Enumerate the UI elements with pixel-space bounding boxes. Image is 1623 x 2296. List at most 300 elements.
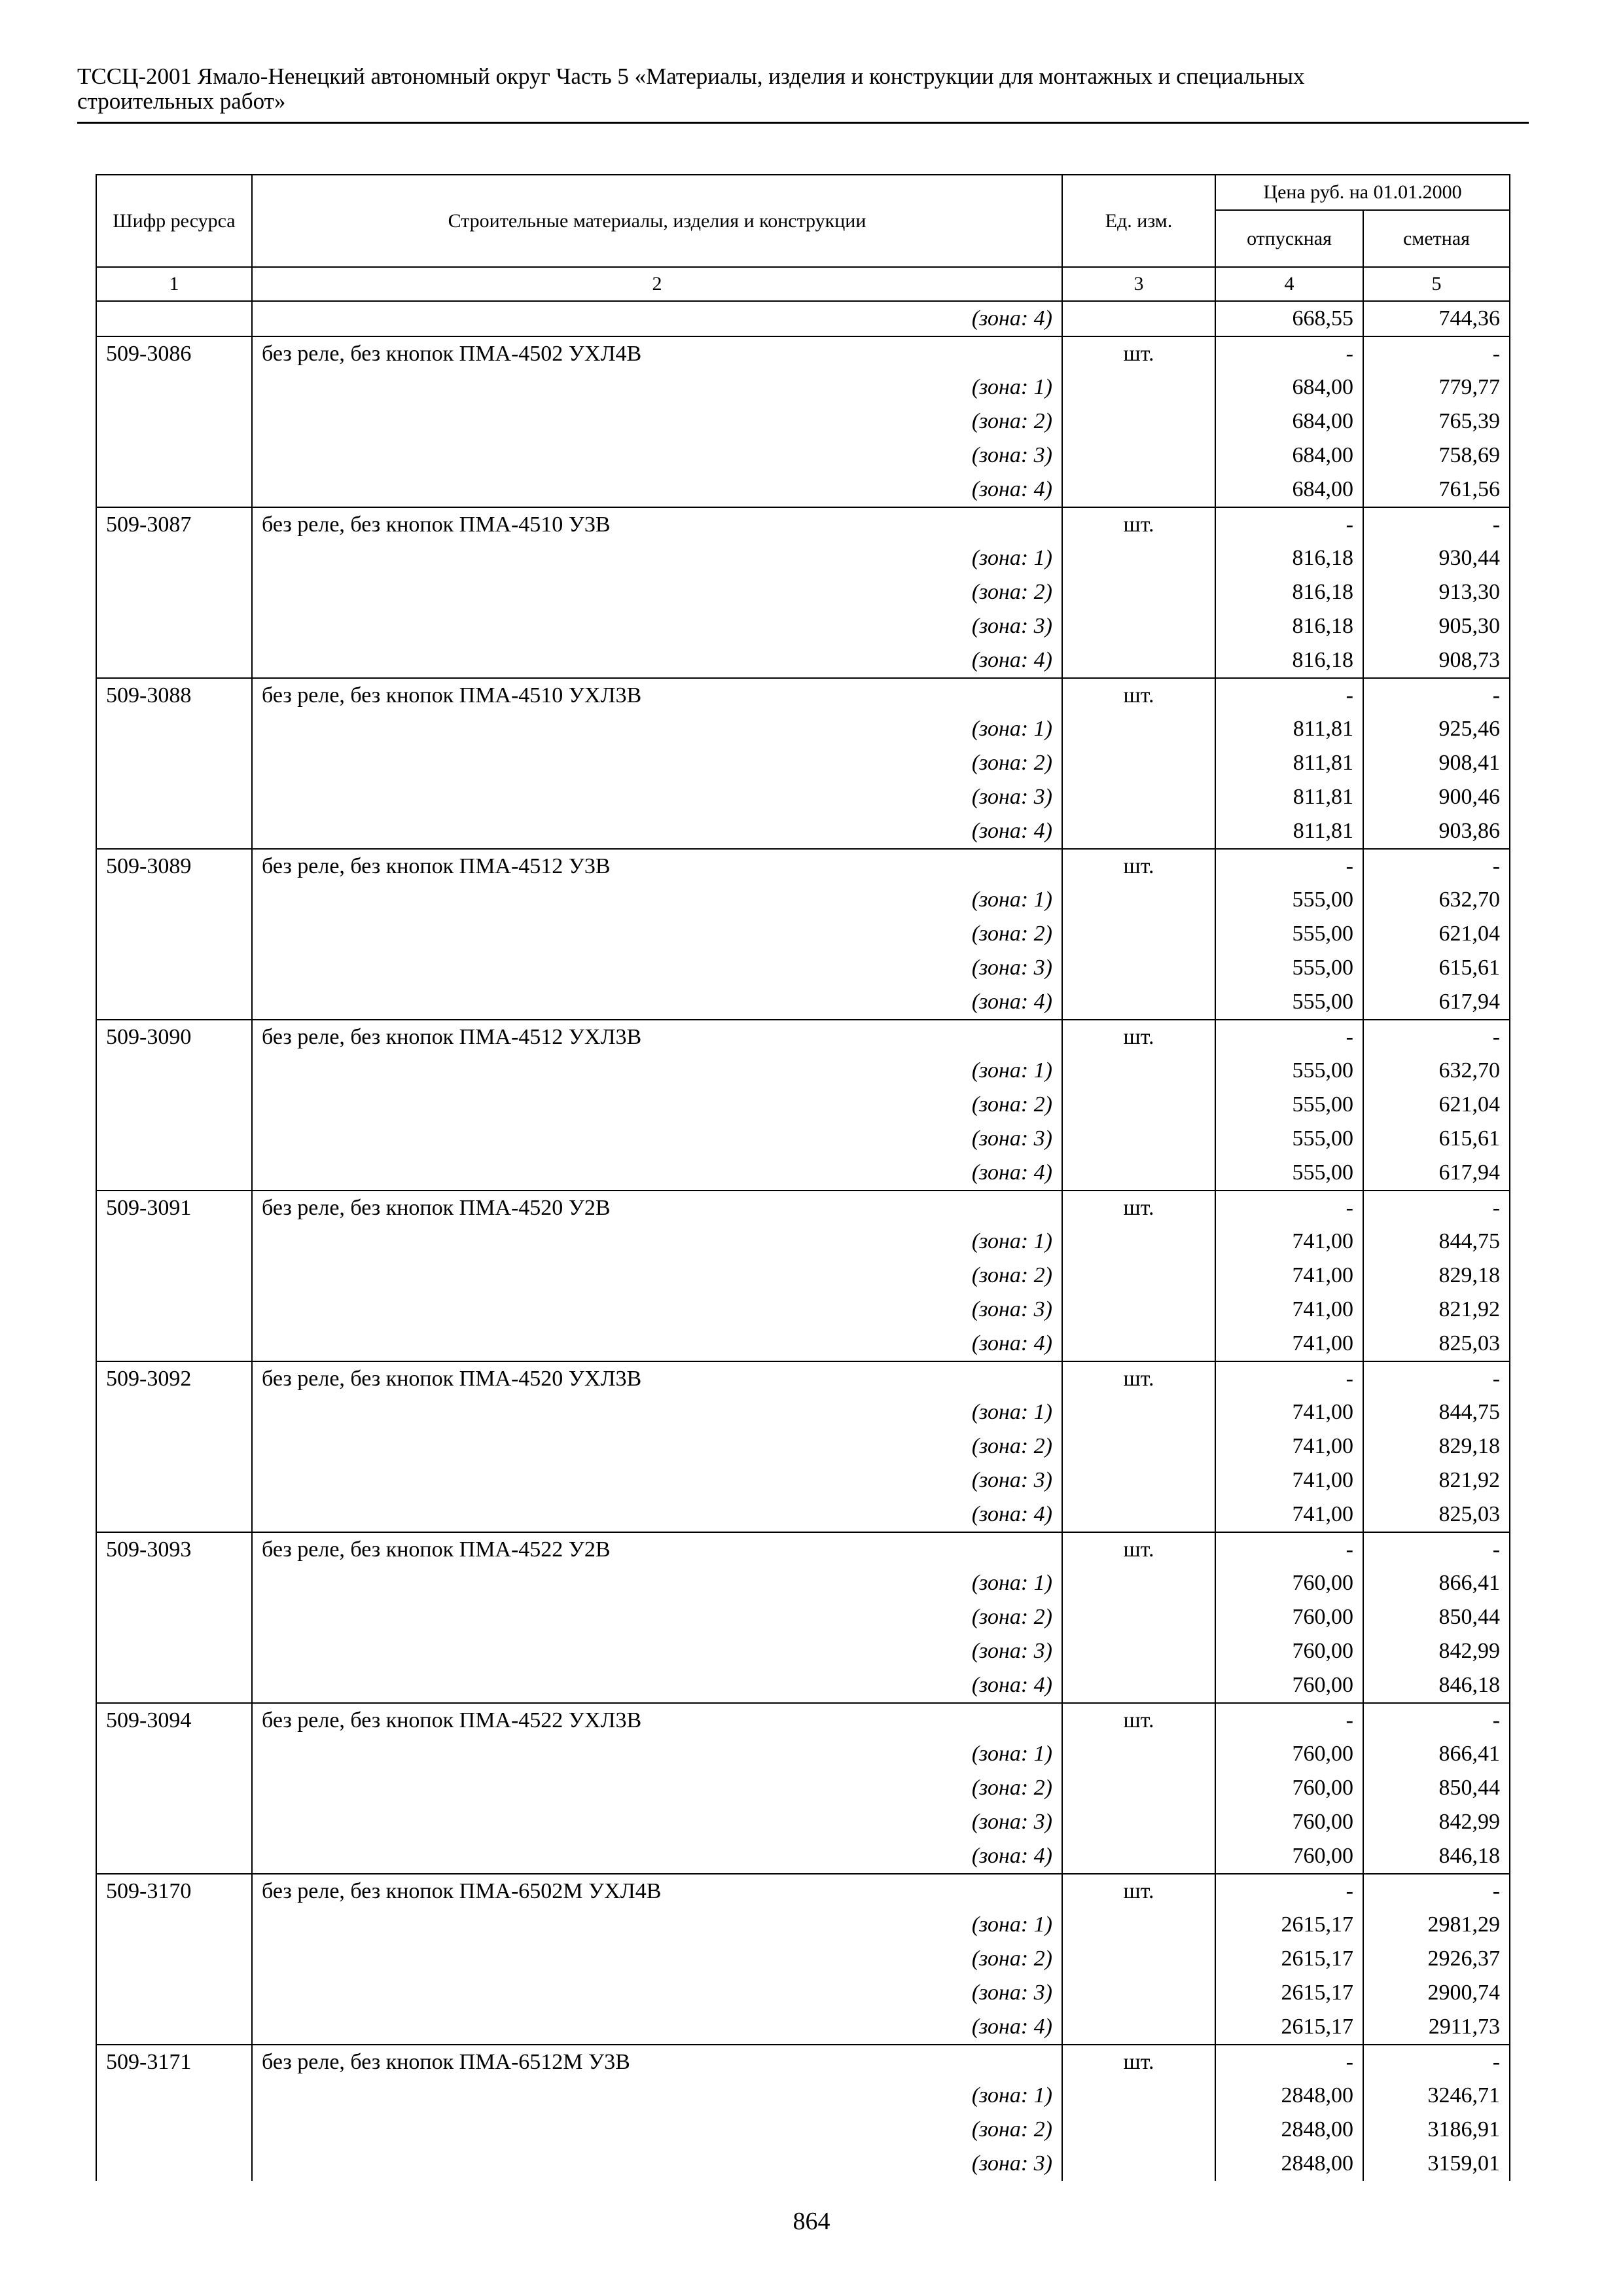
estimate-price: 846,18 xyxy=(1363,1668,1510,1703)
estimate-price: 765,39 xyxy=(1363,404,1510,439)
zone-label: (зона: 2) xyxy=(252,746,1062,780)
estimate-price: 900,46 xyxy=(1363,780,1510,814)
header-estimate-price: сметная xyxy=(1363,210,1510,267)
table-row xyxy=(96,1225,1510,1259)
estimate-price: 850,44 xyxy=(1363,1600,1510,1634)
release-price: 555,00 xyxy=(1215,1088,1363,1122)
header-name: Строительные материалы, изделия и конструкции xyxy=(252,175,1062,267)
unit-cell xyxy=(1062,2113,1215,2147)
estimate-price: 744,36 xyxy=(1363,301,1510,336)
unit-of-measure: шт. xyxy=(1062,849,1215,884)
table-row xyxy=(96,439,1510,473)
zone-label: (зона: 1) xyxy=(252,713,1062,747)
table-row xyxy=(96,713,1510,747)
resource-code: 509-3094 xyxy=(96,1703,252,1738)
estimate-price: 632,70 xyxy=(1363,1054,1510,1088)
resource-code-cell xyxy=(96,917,252,951)
unit-cell xyxy=(1062,1088,1215,1122)
resource-code-cell xyxy=(96,473,252,507)
unit-cell xyxy=(1062,473,1215,507)
release-price: 816,18 xyxy=(1215,609,1363,643)
material-name: без реле, без кнопок ПМА-4522 У2В xyxy=(252,1532,1062,1567)
material-name: без реле, без кнопок ПМА-6512М У3В xyxy=(252,2045,1062,2079)
release-price: 811,81 xyxy=(1215,746,1363,780)
release-price: 555,00 xyxy=(1215,1122,1363,1156)
estimate-price: 905,30 xyxy=(1363,609,1510,643)
estimate-price: - xyxy=(1363,1020,1510,1054)
zone-label: (зона: 4) xyxy=(252,473,1062,507)
resource-code: 509-3170 xyxy=(96,1874,252,1909)
material-name: без реле, без кнопок ПМА-4502 УХЛ4В xyxy=(252,336,1062,371)
unit-cell xyxy=(1062,1908,1215,1942)
unit-cell xyxy=(1062,643,1215,678)
resource-code-cell xyxy=(96,404,252,439)
unit-cell xyxy=(1062,301,1215,336)
release-price: 2848,00 xyxy=(1215,2113,1363,2147)
release-price: 741,00 xyxy=(1215,1463,1363,1498)
resource-code: 509-3091 xyxy=(96,1191,252,1225)
material-name: без реле, без кнопок ПМА-4520 У2В xyxy=(252,1191,1062,1225)
release-price: - xyxy=(1215,507,1363,542)
release-price: 555,00 xyxy=(1215,1156,1363,1191)
zone-label: (зона: 1) xyxy=(252,1054,1062,1088)
release-price: 741,00 xyxy=(1215,1259,1363,1293)
zone-label: (зона: 3) xyxy=(252,1122,1062,1156)
zone-label: (зона: 4) xyxy=(252,301,1062,336)
unit-cell xyxy=(1062,404,1215,439)
resource-code-cell xyxy=(96,1429,252,1463)
resource-code-cell xyxy=(96,1839,252,1874)
resource-code-cell xyxy=(96,1396,252,1430)
release-price: - xyxy=(1215,849,1363,884)
estimate-price: 925,46 xyxy=(1363,713,1510,747)
estimate-price: 2911,73 xyxy=(1363,2010,1510,2045)
material-name: без реле, без кнопок ПМА-4512 У3В xyxy=(252,849,1062,884)
release-price: 816,18 xyxy=(1215,575,1363,609)
resource-code-cell xyxy=(96,814,252,849)
zone-label: (зона: 3) xyxy=(252,1463,1062,1498)
zone-label: (зона: 4) xyxy=(252,1156,1062,1191)
table-row xyxy=(96,1191,1510,1225)
release-price: 555,00 xyxy=(1215,1054,1363,1088)
unit-cell xyxy=(1062,884,1215,918)
table-row xyxy=(96,2010,1510,2045)
material-name: без реле, без кнопок ПМА-4522 УХЛ3В xyxy=(252,1703,1062,1738)
estimate-price: - xyxy=(1363,1874,1510,1909)
unit-cell xyxy=(1062,1839,1215,1874)
release-price: - xyxy=(1215,2045,1363,2079)
zone-label: (зона: 2) xyxy=(252,917,1062,951)
estimate-price: 825,03 xyxy=(1363,1327,1510,1361)
release-price: 741,00 xyxy=(1215,1225,1363,1259)
table-row xyxy=(96,1839,1510,1874)
unit-cell xyxy=(1062,1737,1215,1771)
unit-of-measure: шт. xyxy=(1062,1020,1215,1054)
column-number: 4 xyxy=(1215,267,1363,301)
zone-label: (зона: 4) xyxy=(252,985,1062,1020)
release-price: 555,00 xyxy=(1215,884,1363,918)
resource-code-cell xyxy=(96,951,252,985)
header-code: Шифр ресурса xyxy=(96,175,252,267)
resource-code-cell xyxy=(96,575,252,609)
resource-code-cell xyxy=(96,1463,252,1498)
table-row xyxy=(96,1532,1510,1567)
zone-label: (зона: 3) xyxy=(252,1634,1062,1668)
resource-code-cell xyxy=(96,746,252,780)
resource-code-cell xyxy=(96,1156,252,1191)
release-price: 760,00 xyxy=(1215,1839,1363,1874)
table-row xyxy=(96,985,1510,1020)
release-price: 555,00 xyxy=(1215,951,1363,985)
unit-of-measure: шт. xyxy=(1062,336,1215,371)
resource-code-cell xyxy=(96,2113,252,2147)
estimate-price: 761,56 xyxy=(1363,473,1510,507)
table-row xyxy=(96,1088,1510,1122)
release-price: 760,00 xyxy=(1215,1600,1363,1634)
table-row xyxy=(96,1361,1510,1396)
table-row xyxy=(96,542,1510,576)
resource-code-cell xyxy=(96,1976,252,2010)
resource-code-cell xyxy=(96,542,252,576)
zone-label: (зона: 1) xyxy=(252,1566,1062,1600)
estimate-price: 758,69 xyxy=(1363,439,1510,473)
resource-code-cell xyxy=(96,1771,252,1805)
zone-label: (зона: 2) xyxy=(252,1429,1062,1463)
release-price: 555,00 xyxy=(1215,985,1363,1020)
resource-code-cell xyxy=(96,2147,252,2181)
table-row xyxy=(96,1156,1510,1191)
estimate-price: 617,94 xyxy=(1363,985,1510,1020)
unit-cell xyxy=(1062,2010,1215,2045)
material-name: без реле, без кнопок ПМА-6502М УХЛ4В xyxy=(252,1874,1062,1909)
estimate-price: 2900,74 xyxy=(1363,1976,1510,2010)
estimate-price: 908,73 xyxy=(1363,643,1510,678)
resource-code-cell xyxy=(96,439,252,473)
table-row xyxy=(96,746,1510,780)
resource-code: 509-3090 xyxy=(96,1020,252,1054)
estimate-price: 3159,01 xyxy=(1363,2147,1510,2181)
release-price: 668,55 xyxy=(1215,301,1363,336)
unit-cell xyxy=(1062,780,1215,814)
unit-cell xyxy=(1062,1463,1215,1498)
estimate-price: 825,03 xyxy=(1363,1498,1510,1532)
zone-label: (зона: 4) xyxy=(252,1327,1062,1361)
release-price: 2615,17 xyxy=(1215,1976,1363,2010)
zone-label: (зона: 2) xyxy=(252,1088,1062,1122)
table-row xyxy=(96,1463,1510,1498)
zone-label: (зона: 2) xyxy=(252,404,1062,439)
unit-cell xyxy=(1062,1771,1215,1805)
estimate-price: 2981,29 xyxy=(1363,1908,1510,1942)
estimate-price: 829,18 xyxy=(1363,1259,1510,1293)
release-price: 760,00 xyxy=(1215,1805,1363,1839)
estimate-price: 779,77 xyxy=(1363,371,1510,405)
table-row xyxy=(96,1942,1510,1976)
resource-code-cell xyxy=(96,1327,252,1361)
table-row xyxy=(96,2113,1510,2147)
table-row xyxy=(96,814,1510,849)
table-row xyxy=(96,301,1510,336)
unit-of-measure: шт. xyxy=(1062,1361,1215,1396)
unit-cell xyxy=(1062,1327,1215,1361)
unit-cell xyxy=(1062,746,1215,780)
estimate-price: 844,75 xyxy=(1363,1396,1510,1430)
zone-label: (зона: 1) xyxy=(252,1225,1062,1259)
table-row xyxy=(96,609,1510,643)
table-row xyxy=(96,336,1510,371)
release-price: - xyxy=(1215,1703,1363,1738)
zone-label: (зона: 3) xyxy=(252,780,1062,814)
resource-code-cell xyxy=(96,780,252,814)
header-release-price: отпускная xyxy=(1215,210,1363,267)
release-price: 741,00 xyxy=(1215,1327,1363,1361)
table-row xyxy=(96,1566,1510,1600)
table-row xyxy=(96,1737,1510,1771)
resource-code: 509-3086 xyxy=(96,336,252,371)
table-row xyxy=(96,884,1510,918)
release-price: 684,00 xyxy=(1215,473,1363,507)
estimate-price: 632,70 xyxy=(1363,884,1510,918)
resource-code-cell xyxy=(96,1737,252,1771)
estimate-price: 3246,71 xyxy=(1363,2079,1510,2113)
zone-label: (зона: 2) xyxy=(252,1771,1062,1805)
release-price: - xyxy=(1215,1532,1363,1567)
table-row xyxy=(96,1498,1510,1532)
zone-label: (зона: 4) xyxy=(252,1839,1062,1874)
table-row xyxy=(96,1293,1510,1327)
resource-code-cell xyxy=(96,1908,252,1942)
unit-cell xyxy=(1062,439,1215,473)
zone-label: (зона: 1) xyxy=(252,1737,1062,1771)
unit-of-measure: шт. xyxy=(1062,678,1215,713)
zone-label: (зона: 2) xyxy=(252,2113,1062,2147)
unit-cell xyxy=(1062,575,1215,609)
unit-cell xyxy=(1062,371,1215,405)
resource-code-cell xyxy=(96,2010,252,2045)
unit-cell xyxy=(1062,1293,1215,1327)
header-line-2: строительных работ» xyxy=(77,88,286,114)
resource-code: 509-3088 xyxy=(96,678,252,713)
resource-code-cell xyxy=(96,1122,252,1156)
resource-code-cell xyxy=(96,1634,252,1668)
unit-cell xyxy=(1062,917,1215,951)
unit-of-measure: шт. xyxy=(1062,2045,1215,2079)
release-price: 2615,17 xyxy=(1215,2010,1363,2045)
release-price: 684,00 xyxy=(1215,404,1363,439)
header-rule xyxy=(77,122,1529,124)
zone-label: (зона: 1) xyxy=(252,1396,1062,1430)
resource-code-cell xyxy=(96,1293,252,1327)
zone-label: (зона: 4) xyxy=(252,2010,1062,2045)
table-row xyxy=(96,1429,1510,1463)
release-price: 760,00 xyxy=(1215,1771,1363,1805)
resource-code-cell xyxy=(96,1088,252,1122)
unit-cell xyxy=(1062,1976,1215,2010)
material-name: без реле, без кнопок ПМА-4520 УХЛ3В xyxy=(252,1361,1062,1396)
table-row xyxy=(96,2147,1510,2181)
table-row xyxy=(96,1396,1510,1430)
unit-of-measure: шт. xyxy=(1062,1703,1215,1738)
zone-label: (зона: 1) xyxy=(252,542,1062,576)
estimate-price: - xyxy=(1363,849,1510,884)
table-row xyxy=(96,1122,1510,1156)
zone-label: (зона: 1) xyxy=(252,884,1062,918)
zone-label: (зона: 3) xyxy=(252,609,1062,643)
zone-label: (зона: 2) xyxy=(252,1942,1062,1976)
estimate-price: - xyxy=(1363,1361,1510,1396)
unit-cell xyxy=(1062,1259,1215,1293)
column-number: 2 xyxy=(252,267,1062,301)
table-row xyxy=(96,1259,1510,1293)
table-body xyxy=(96,301,1510,2181)
resource-code-cell xyxy=(96,1942,252,1976)
unit-cell xyxy=(1062,713,1215,747)
zone-label: (зона: 2) xyxy=(252,1259,1062,1293)
zone-label: (зона: 4) xyxy=(252,1498,1062,1532)
estimate-price: 844,75 xyxy=(1363,1225,1510,1259)
unit-cell xyxy=(1062,2147,1215,2181)
estimate-price: 866,41 xyxy=(1363,1737,1510,1771)
estimate-price: - xyxy=(1363,336,1510,371)
estimate-price: - xyxy=(1363,1703,1510,1738)
estimate-price: - xyxy=(1363,678,1510,713)
release-price: - xyxy=(1215,1874,1363,1909)
estimate-price: 842,99 xyxy=(1363,1805,1510,1839)
header-price-group: Цена руб. на 01.01.2000 xyxy=(1215,175,1510,210)
release-price: 811,81 xyxy=(1215,780,1363,814)
resource-code-cell xyxy=(96,1225,252,1259)
unit-cell xyxy=(1062,1566,1215,1600)
table-row xyxy=(96,404,1510,439)
estimate-price: 3186,91 xyxy=(1363,2113,1510,2147)
table-row xyxy=(96,1703,1510,1738)
unit-cell xyxy=(1062,1805,1215,1839)
resource-code: 509-3093 xyxy=(96,1532,252,1567)
release-price: - xyxy=(1215,336,1363,371)
unit-cell xyxy=(1062,1122,1215,1156)
table-row xyxy=(96,575,1510,609)
zone-label: (зона: 4) xyxy=(252,814,1062,849)
material-name: без реле, без кнопок ПМА-4510 УХЛ3В xyxy=(252,678,1062,713)
estimate-price: 617,94 xyxy=(1363,1156,1510,1191)
release-price: 816,18 xyxy=(1215,542,1363,576)
resource-code: 509-3092 xyxy=(96,1361,252,1396)
unit-cell xyxy=(1062,542,1215,576)
table-row xyxy=(96,951,1510,985)
release-price: 741,00 xyxy=(1215,1293,1363,1327)
table-row xyxy=(96,371,1510,405)
table-row xyxy=(96,849,1510,884)
resource-code-cell xyxy=(96,985,252,1020)
resource-code-cell xyxy=(96,643,252,678)
table-row xyxy=(96,917,1510,951)
zone-label: (зона: 3) xyxy=(252,2147,1062,2181)
zone-label: (зона: 3) xyxy=(252,1976,1062,2010)
zone-label: (зона: 4) xyxy=(252,1668,1062,1703)
resource-code: 509-3087 xyxy=(96,507,252,542)
resource-code-cell xyxy=(96,1259,252,1293)
zone-label: (зона: 3) xyxy=(252,1293,1062,1327)
price-table xyxy=(96,174,1510,2181)
estimate-price: 908,41 xyxy=(1363,746,1510,780)
page-number: 864 xyxy=(793,2208,830,2235)
table-row xyxy=(96,1805,1510,1839)
table-row xyxy=(96,1976,1510,2010)
resource-code: 509-3171 xyxy=(96,2045,252,2079)
unit-cell xyxy=(1062,1156,1215,1191)
zone-label: (зона: 2) xyxy=(252,1600,1062,1634)
zone-label: (зона: 3) xyxy=(252,951,1062,985)
unit-cell xyxy=(1062,1054,1215,1088)
zone-label: (зона: 3) xyxy=(252,439,1062,473)
resource-code-cell xyxy=(96,713,252,747)
estimate-price: 2926,37 xyxy=(1363,1942,1510,1976)
release-price: 811,81 xyxy=(1215,814,1363,849)
table-row xyxy=(96,1020,1510,1054)
unit-of-measure: шт. xyxy=(1062,1532,1215,1567)
estimate-price: 821,92 xyxy=(1363,1293,1510,1327)
release-price: 555,00 xyxy=(1215,917,1363,951)
release-price: - xyxy=(1215,1020,1363,1054)
resource-code-cell xyxy=(96,884,252,918)
estimate-price: 866,41 xyxy=(1363,1566,1510,1600)
column-number: 5 xyxy=(1363,267,1510,301)
unit-cell xyxy=(1062,1668,1215,1703)
release-price: 760,00 xyxy=(1215,1566,1363,1600)
material-name: без реле, без кнопок ПМА-4512 УХЛ3В xyxy=(252,1020,1062,1054)
table-row xyxy=(96,1600,1510,1634)
release-price: - xyxy=(1215,1361,1363,1396)
table-row xyxy=(96,2079,1510,2113)
unit-cell xyxy=(1062,1634,1215,1668)
resource-code-cell xyxy=(96,1566,252,1600)
table-row xyxy=(96,678,1510,713)
unit-cell xyxy=(1062,1498,1215,1532)
release-price: 811,81 xyxy=(1215,713,1363,747)
unit-cell xyxy=(1062,1429,1215,1463)
table-row xyxy=(96,1327,1510,1361)
estimate-price: 846,18 xyxy=(1363,1839,1510,1874)
zone-label: (зона: 4) xyxy=(252,643,1062,678)
table-row xyxy=(96,780,1510,814)
table-row xyxy=(96,1634,1510,1668)
resource-code-cell xyxy=(96,1498,252,1532)
release-price: 2848,00 xyxy=(1215,2079,1363,2113)
estimate-price: 615,61 xyxy=(1363,1122,1510,1156)
release-price: 684,00 xyxy=(1215,439,1363,473)
unit-of-measure: шт. xyxy=(1062,1874,1215,1909)
resource-code-cell xyxy=(96,1054,252,1088)
unit-cell xyxy=(1062,1225,1215,1259)
unit-cell xyxy=(1062,1600,1215,1634)
release-price: 760,00 xyxy=(1215,1634,1363,1668)
release-price: 2615,17 xyxy=(1215,1942,1363,1976)
estimate-price: - xyxy=(1363,2045,1510,2079)
estimate-price: - xyxy=(1363,1191,1510,1225)
table-row xyxy=(96,1874,1510,1909)
unit-cell xyxy=(1062,951,1215,985)
release-price: 741,00 xyxy=(1215,1498,1363,1532)
resource-code-cell xyxy=(96,1668,252,1703)
unit-cell xyxy=(1062,2079,1215,2113)
release-price: 2615,17 xyxy=(1215,1908,1363,1942)
table-row xyxy=(96,1668,1510,1703)
estimate-price: - xyxy=(1363,507,1510,542)
table-row xyxy=(96,1054,1510,1088)
zone-label: (зона: 2) xyxy=(252,575,1062,609)
unit-of-measure: шт. xyxy=(1062,507,1215,542)
release-price: 816,18 xyxy=(1215,643,1363,678)
